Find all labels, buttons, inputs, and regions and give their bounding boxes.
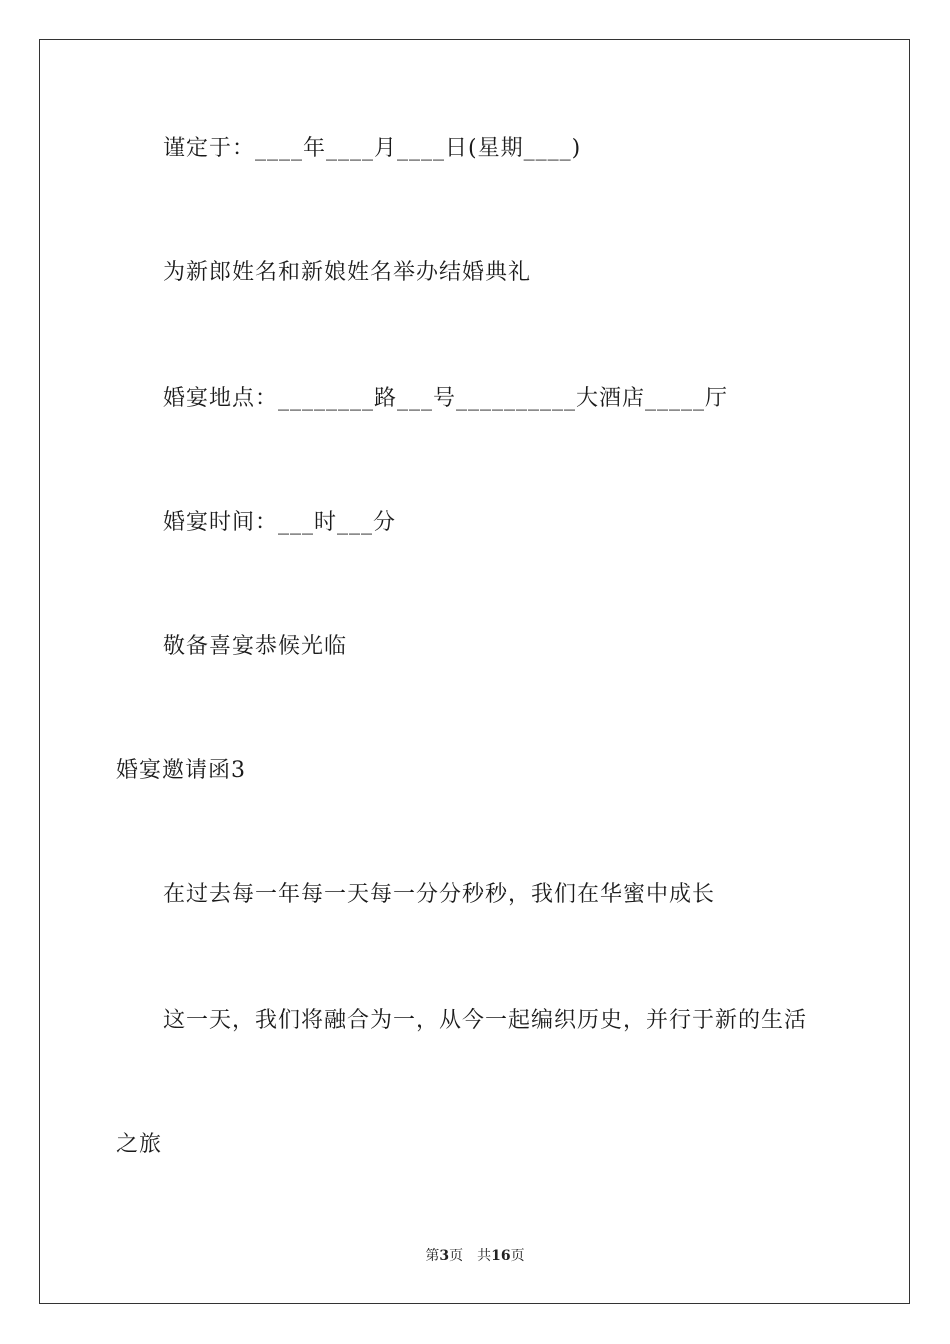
ceremony-line: 为新郎姓名和新娘姓名举办结婚典礼 [163,260,532,285]
paragraph-line-1: 在过去每一年每一天每一分分秒秒，我们在华蜜中成长 [163,882,716,907]
venue-line: 婚宴地点：________路___号__________大酒店_____厅 [163,386,729,411]
footer-page-suffix: 页 [449,1248,464,1264]
page-footer [0,1246,950,1266]
page-border [39,39,910,1304]
footer-page-prefix: 第 [425,1248,440,1264]
footer-page-number: 3 [439,1248,450,1264]
footer-total-prefix: 共 [477,1248,492,1264]
paragraph-line-3: 之旅 [116,1132,163,1157]
footer-total-pages: 16 [491,1248,511,1264]
closing-line: 敬备喜宴恭候光临 [163,634,348,659]
date-line: 谨定于：____年____月____日(星期____) [163,136,582,161]
time-line: 婚宴时间：___时___分 [163,510,397,535]
paragraph-line-2: 这一天，我们将融合为一，从今一起编织历史，并行于新的生活 [163,1008,808,1033]
section-heading: 婚宴邀请函3 [116,758,246,783]
footer-total-suffix: 页 [510,1248,525,1264]
